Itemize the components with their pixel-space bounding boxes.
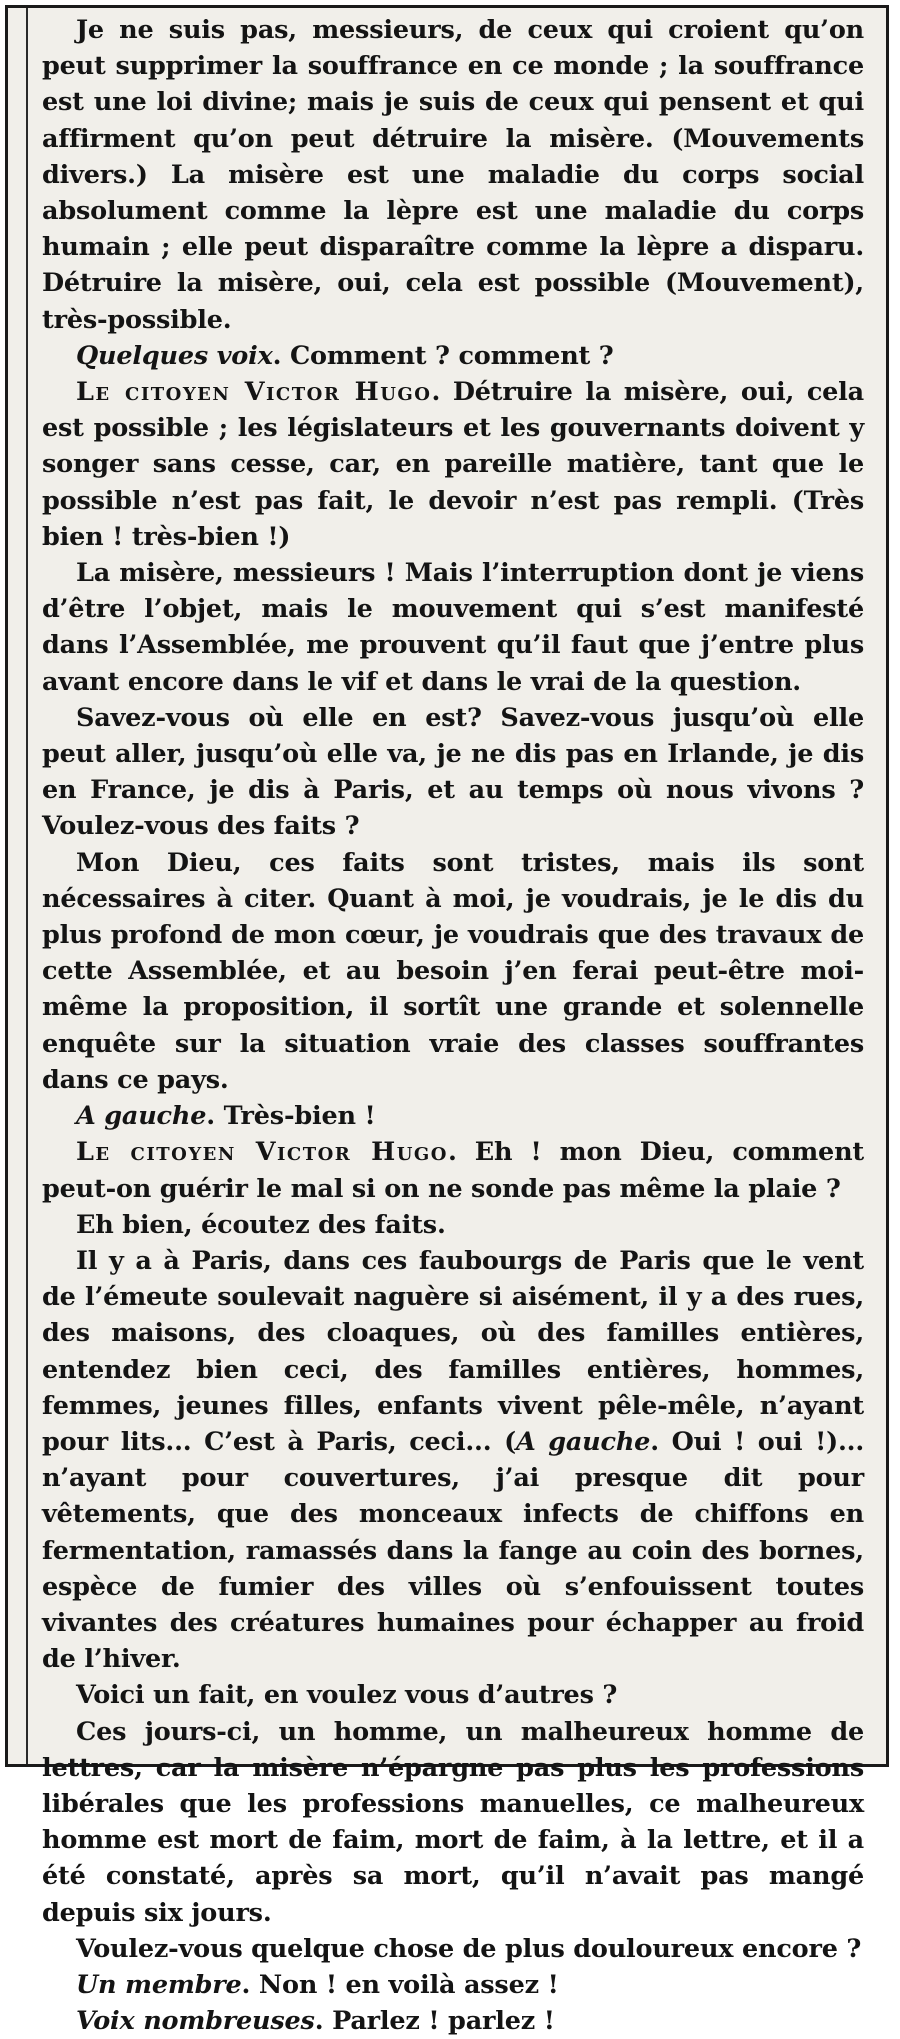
paragraph-text: Eh bien, écoutez des faits. — [76, 1209, 446, 1240]
paragraph-text: . Eh ! mon Dieu, comment peut-on guérir le mal si on ne sonde pas même la plaie ? — [42, 1137, 864, 1204]
paragraph-p13 — [42, 1931, 864, 1967]
paragraph-text: . Parlez ! parlez ! — [314, 2006, 555, 2037]
paragraph-text: Je ne suis pas, messieurs, de ceux qui croient qu’on peut supprimer la souffrance en ce monde ; la souffrance est une loi divine; mais je suis de ceux qui pensent et qui affirment qu’on peut détruire la misère. (Mouvements divers.) La misère est une maladie du corps social absolument comme la lèpre est une maladie du corps humain ; elle peut disparaître comme la lèpre a disparu. Détruire la misère, oui, cela est possible (Mouvement), très-possible. — [42, 15, 864, 335]
interjection-label: Quelques voix — [76, 340, 273, 371]
paragraph-p9 — [42, 1207, 864, 1243]
paragraph-p11 — [42, 1677, 864, 1713]
interjection-label: A gauche — [515, 1426, 651, 1457]
paragraph-text: Ces jours-ci, un homme, un malheureux homme de lettres, car la misère n’épargne pas plus les professions libérales que les professions manuelles, ce malheureux homme est mort de faim, mort de faim, à la lettre, et il a été constaté, après sa mort, qu’il n’avait pas mangé depuis six jours. — [42, 1716, 864, 1928]
paragraph-p1 — [42, 12, 864, 338]
paragraph-p15 — [42, 2003, 864, 2039]
paragraph-p5 — [42, 700, 864, 845]
paragraph-p6 — [42, 845, 864, 1098]
paragraph-p3 — [42, 374, 864, 555]
paragraph-text: Mon Dieu, ces faits sont tristes, mais ils sont nécessaires à citer. Quant à moi, je voudrais, je le dis du plus profond de mon cœur, je voudrais que des travaux de cette Assemblée, et au besoin j’en ferai peut-être moi-même la proposition, il sortît une grande et solennelle enquête sur la situation vraie des classes souffrantes dans ce pays. — [42, 847, 864, 1095]
paragraph-text: Il y a à Paris, dans ces faubourgs de Paris que le vent de l’émeute soulevait naguère si aisément, il y a des rues, des maisons, des cloaques, où des familles entières, entendez bien ceci, des familles entières, hommes, femmes, jeunes filles, enfants vivent pêle-mêle, n’ayant pour lits... C’est à Paris, ceci... ( — [42, 1245, 864, 1457]
paragraph-text: Savez-vous où elle en est? Savez-vous jusqu’où elle peut aller, jusqu’où elle va, je ne dis pas en Irlande, je dis en France, je dis à Paris, et au temps où nous vivons ? Voulez-vous des faits ? — [42, 702, 864, 842]
column-rule — [26, 8, 28, 1764]
paragraph-text: Voulez-vous quelque chose de plus douloureux encore ? — [76, 1933, 862, 1964]
paragraph-text: . Détruire la misère, oui, cela est possible ; les législateurs et les gouvernants doivent y songer sans cesse, car, en pareille matière, tant que le possible n’est pas fait, le devoir n’est pas rempli. (Très bien ! très-bien !) — [42, 377, 864, 552]
paragraph-p14 — [42, 1967, 864, 2003]
paragraph-text: . Comment ? comment ? — [272, 340, 614, 371]
paragraph-p10 — [42, 1243, 864, 1677]
paragraph-text: Voici un fait, en voulez vous d’autres ? — [76, 1680, 618, 1711]
paragraph-p2 — [42, 338, 864, 374]
newspaper-clipping — [5, 5, 889, 2037]
interjection-label: A gauche — [76, 1101, 207, 1132]
speaker-name: Le citoyen Victor Hugo — [76, 377, 432, 408]
paragraph-p12 — [42, 1714, 864, 1931]
paragraph-p7 — [42, 1098, 864, 1134]
interjection-label: Voix nombreuses — [76, 2006, 315, 2037]
article-body — [42, 12, 864, 2039]
interjection-label: Un membre — [76, 1969, 242, 2000]
paragraph-p4 — [42, 555, 864, 700]
paragraph-text: . Très-bien ! — [206, 1101, 376, 1132]
paragraph-p8 — [42, 1134, 864, 1206]
speaker-name: Le citoyen Victor Hugo — [76, 1137, 448, 1168]
paragraph-text: La misère, messieurs ! Mais l’interruption dont je viens d’être l’objet, mais le mouvement qui s’est manifesté dans l’Assemblée, me prouvent qu’il faut que j’entre plus avant encore dans le vif et dans le vrai de la question. — [42, 558, 864, 697]
paragraph-text: . Oui ! oui !)... n’ayant pour couvertures, j’ai presque dit pour vêtements, que des monceaux infects de chiffons en fermentation, ramassés dans la fange au coin des bornes, espèce de fumier des villes où s’enfouissent toutes vivantes des créatures humaines pour échapper au froid de l’hiver. — [42, 1426, 864, 1675]
paragraph-text: . Non ! en voilà assez ! — [241, 1969, 559, 2000]
